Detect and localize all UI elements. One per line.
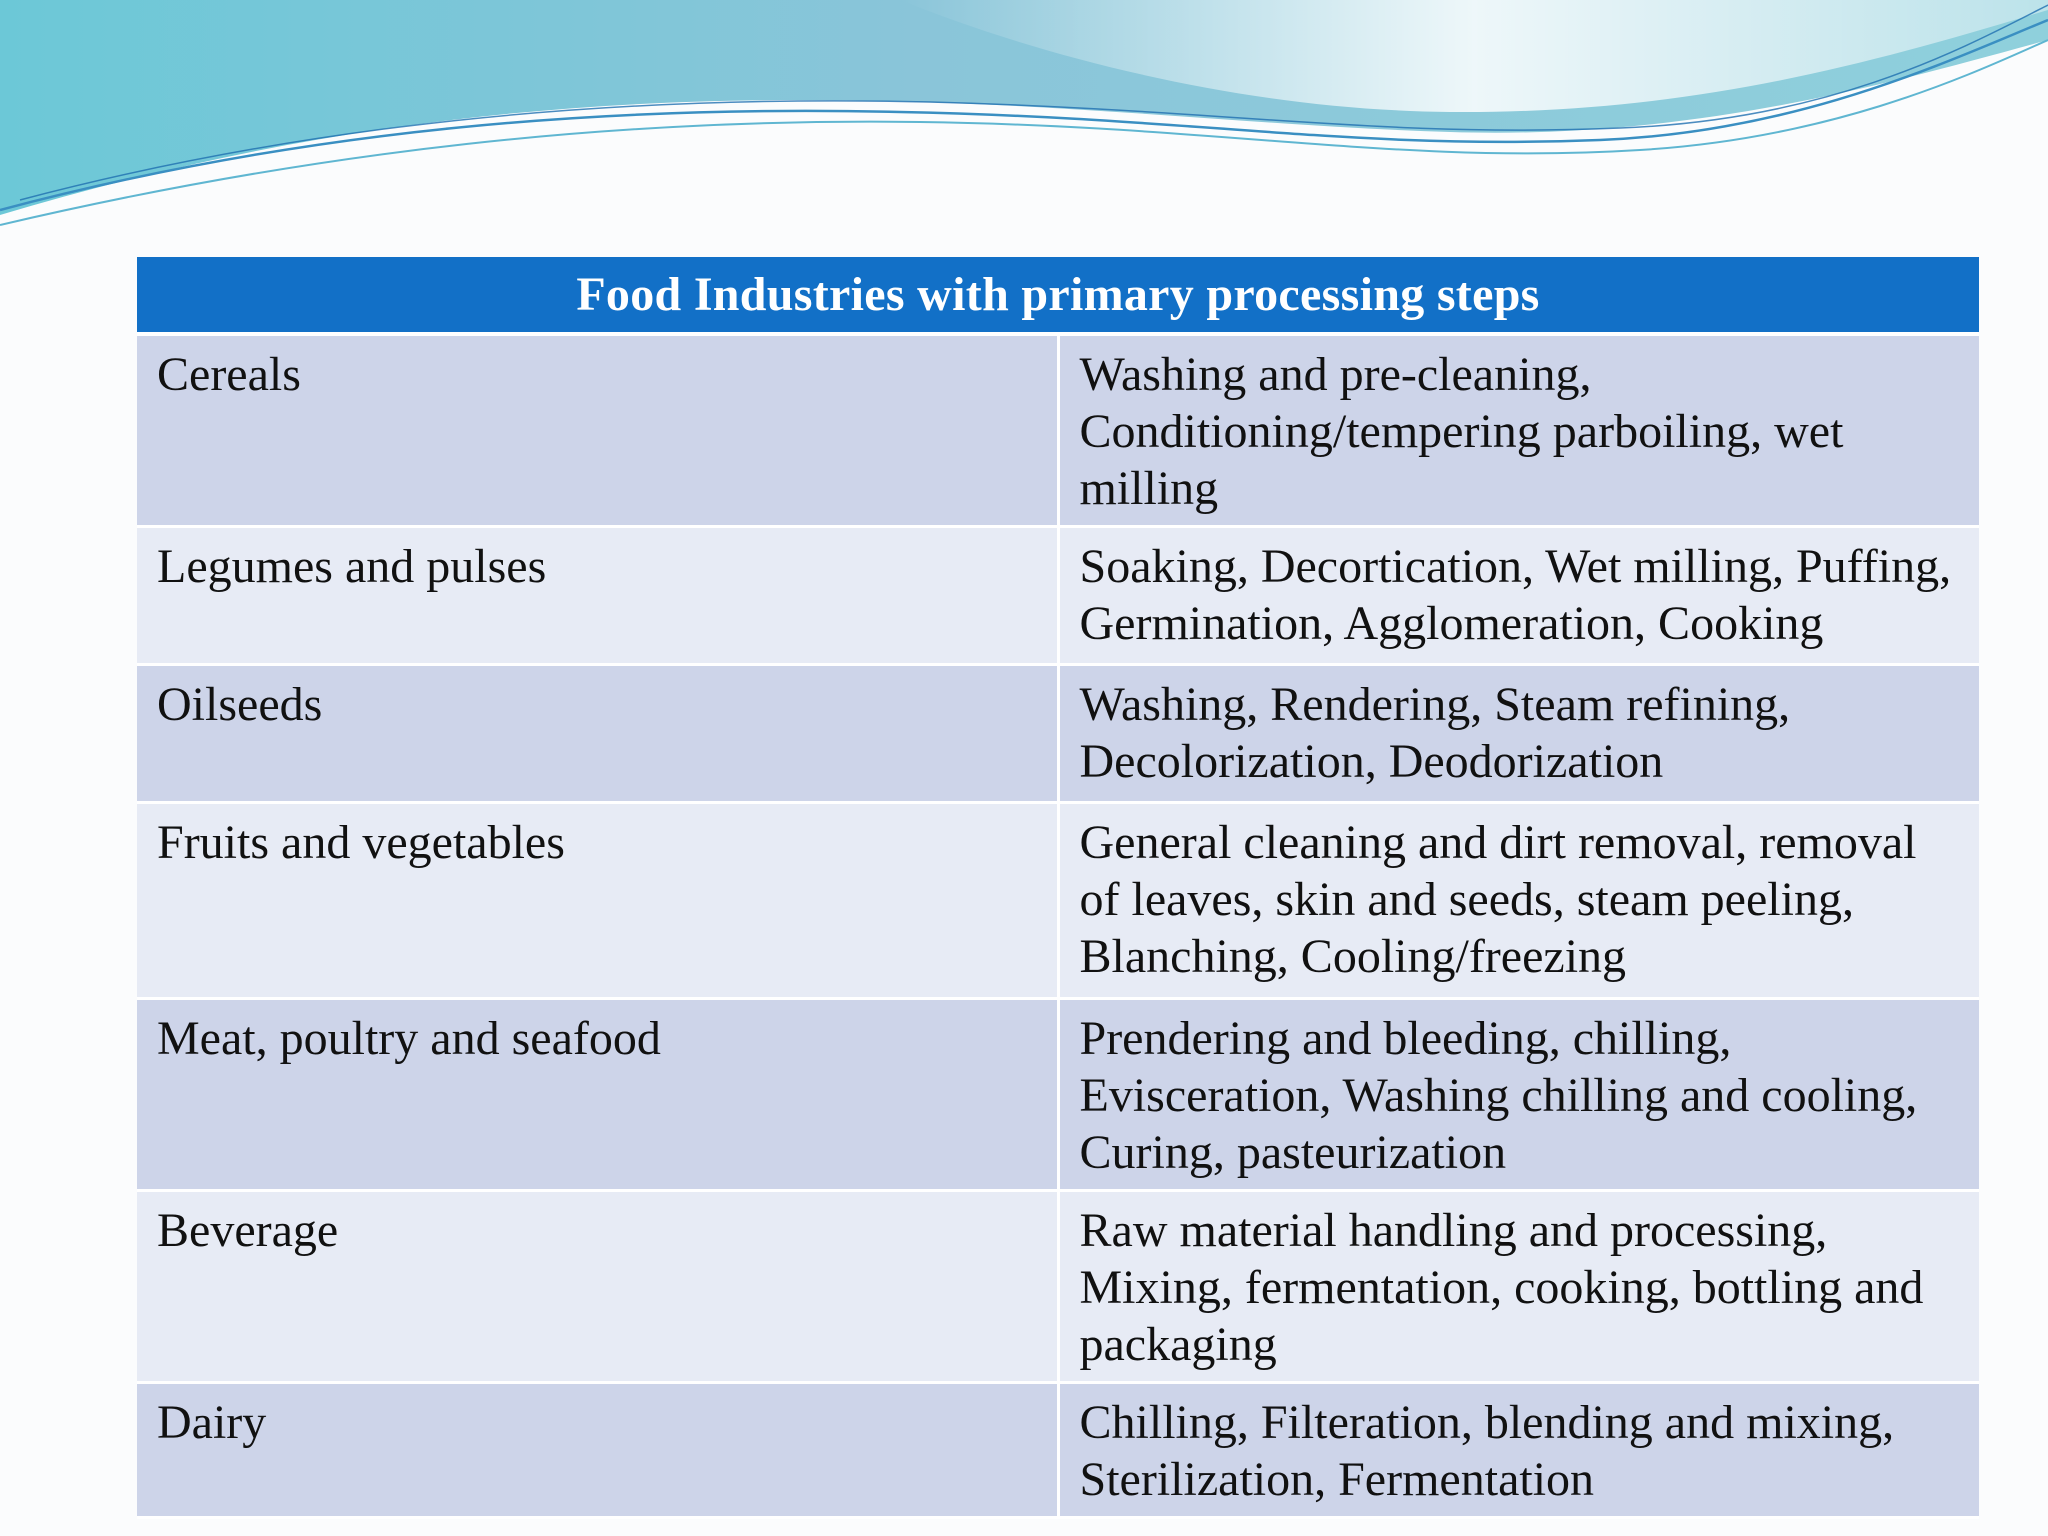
table-title: Food Industries with primary processing steps bbox=[137, 257, 1979, 334]
table-row bbox=[137, 999, 1979, 1191]
table-row bbox=[137, 334, 1979, 527]
steps-cell: Chilling, Filteration, blending and mixing, Sterilization, Fermentation bbox=[1058, 1383, 1979, 1518]
table-row bbox=[137, 1383, 1979, 1518]
industry-cell: Fruits and vegetables bbox=[137, 803, 1058, 999]
industry-cell: Meat, poultry and seafood bbox=[137, 999, 1058, 1191]
table-row bbox=[137, 1191, 1979, 1383]
steps-cell: Soaking, Decortication, Wet milling, Puffing, Germination, Agglomeration, Cooking bbox=[1058, 527, 1979, 665]
table-row bbox=[137, 803, 1979, 999]
table-header-row bbox=[137, 257, 1979, 334]
industry-cell: Legumes and pulses bbox=[137, 527, 1058, 665]
industry-cell: Beverage bbox=[137, 1191, 1058, 1383]
steps-cell: General cleaning and dirt removal, removal of leaves, skin and seeds, steam peeling, Blanching, Cooling/freezing bbox=[1058, 803, 1979, 999]
steps-cell: Prendering and bleeding, chilling, Evisceration, Washing chilling and cooling, Curing, pasteurization bbox=[1058, 999, 1979, 1191]
industry-cell: Dairy bbox=[137, 1383, 1058, 1518]
industry-cell: Oilseeds bbox=[137, 665, 1058, 803]
decorative-wave-header bbox=[0, 0, 2048, 240]
steps-cell: Raw material handling and processing, Mixing, fermentation, cooking, bottling and packaging bbox=[1058, 1191, 1979, 1383]
industry-cell: Cereals bbox=[137, 334, 1058, 527]
table-row bbox=[137, 527, 1979, 665]
steps-cell: Washing and pre-cleaning, Conditioning/tempering parboiling, wet milling bbox=[1058, 334, 1979, 527]
steps-cell: Washing, Rendering, Steam refining, Decolorization, Deodorization bbox=[1058, 665, 1979, 803]
table-row bbox=[137, 665, 1979, 803]
food-industries-table bbox=[137, 257, 1979, 1519]
